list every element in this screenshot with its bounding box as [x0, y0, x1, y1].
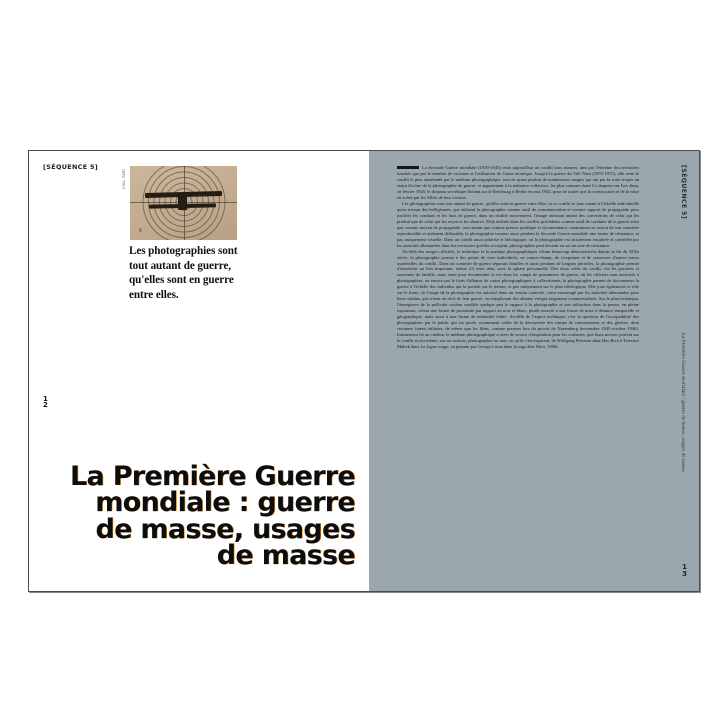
pull-quote: Les photographies sont tout autant de guerre, qu'elles sont en guerre entre elles. [129, 245, 238, 301]
body-paragraph-3: Au-delà des usages officiels, la technique et la pratique photographiques s'étant beaucoup démocratisées depuis la fin du XIXe siècle, la photographie permet à des points de vues individuels, en contre-champ, de s'exprimer et de conserver d'autres traces matérielles du conflit. Dans un contexte de guerre séparant familles et amis pendant de longues périodes, la photographie permet d'entretenir un lien important, même s'il reste ténu, avec la sphère personnelle. Des deux côtés du conflit, via les portraits et souvenirs de famille, mais aussi pour documenter la vie dans les camps de prisonniers de guerre, où les officiers sont autorisés à photographier, ou encore par le biais d'albums de cartes photographiques à collectionner, la photographie permet de documenter la guerre à l'échelle des individus qui la portent sur le terrain, et pas uniquement sur le plan idéologique. Elle joue également ce rôle sur le front, où l'usage de la photographie est autorisé dans un certain contexte, voire encouragé par les autorités allemandes pour leurs soldats, qui créent un récit de leur guerre, en remplissant des albums vierges largement commercialisés. Sur le plan technique, l'émergence de la pellicule couleur modifie quelque peu le rapport à la photographie et son utilisation dans la presse, en pleine expansion, créant une forme de proximité par rapport au noir et blanc, plutôt associé à une forme de mise à distance temporelle et géographique, mais aussi à une forme de neutralité feinte. Au-delà de l'aspect technique, c'est la question de l'acceptabilité des photographies par le public qui est posée, notamment celles de la découverte des camps de concentration et des ghettos, dont certaines furent utilisées, de même que les films, comme preuves lors du procès de Nuremberg (novembre 1945-octobre 1946). Intimement lié au cinéma, le médium photographique a servi de source d'inspiration pour les cinéastes, que leurs œuvres portent sur le conflit en lui-même, sur ses acteurs, photographes ou non, ou qu'ils s'en inspirent, de Wolfgang Petersen dans Das Boot à Terrence Malick dans La Ligne rouge, en passant par George Lucas dans la saga Star Wars, 1890s [397, 248, 639, 350]
folio-left-digit-1: 1 [43, 395, 48, 403]
body-paragraph-2: Les photographies sont tout autant de guerre, qu'elles sont en guerre entre elles, et ce conflit se joue autant à l'échelle individuelle qu'au niveau des belligérants, qui utilisent la photographie comme outil de communication et comme support de propagande pour justifier les combats et les buts de guerre, dans un double mouvement, l'image attestant autant des convictions de celui qui les produit que de celui qui les reçoit et les observe. Déjà utilisée dans les conflits précédents comme outil de conduite de la guerre ainsi que comme moyen de propagande, tout autant que comme preuve juridique et documentaire, notamment en raison de son caractère reproductible et aisément diffusable, la photographie incarne aussi pendant la Seconde Guerre mondiale une forme de résistance, et pas uniquement visuelle. Dans un conflit aussi polarisé et idéologique, où la photographie est strictement encadrée et contrôlée par les autorités allemandes dans les territoires qu'elles occupent, photographier peut devenir en soi un acte de résistance. [397, 200, 639, 248]
body-paragraph-1-text: La Seconde Guerre mondiale (1939-1945) reste aujourd'hui un conflit hors normes, tant par l'étendue des territoires touchés que par le nombre de victimes et l'utilisation de l'arme atomique. Jusqu'à la guerre du Viêt Nam (1955-1975), elle reste le conflit le plus représenté par le médium photographique, tout en ayant produit de nombreuses images qui ont par la suite acquis un statut d'icône de la photographie de guerre, et appartenant à la mémoire collective, les plus connues étant Le drapeau sur Iwo Jima, en février 1945, le drapeau soviétique flottant sur le Reichstag à Berlin en mai 1945, pour ne traiter que la construction et de la mise en scène par les Alliés de leur victoire. [397, 165, 639, 200]
headline-line-1: La Première Guerre [69, 461, 355, 492]
folio-right-digit-2: 3 [682, 569, 687, 578]
folio-left-digit-2: 2 [43, 401, 48, 410]
photo-corner-mark: N [138, 229, 142, 235]
body-text-column [397, 165, 639, 579]
biplane-lower-wing [149, 203, 216, 208]
sequence-label-left: [SÉQUENCE 5] [43, 163, 99, 171]
running-head: La Première Guerre mondiale : guerre de masse, usages de masse [680, 333, 686, 472]
sequence-label-right: [SÉQUENCE 5] [680, 165, 687, 220]
headline-line-4: de masse [216, 540, 355, 572]
headline-line-2: mondiale : guerre [95, 487, 355, 519]
body-paragraph-1 [397, 165, 639, 201]
left-page [29, 151, 369, 591]
biplane-in-gunsight-photograph [130, 166, 237, 240]
headline-line-3: de masse, usages [95, 513, 355, 545]
photo-credit-text: COLL. PART. [122, 168, 126, 189]
page-title [47, 461, 355, 572]
folio-left [43, 396, 48, 409]
photo-margin-strip [121, 166, 130, 240]
folio-right-digit-1: 1 [682, 563, 687, 572]
right-page [369, 151, 699, 591]
photo-block [121, 166, 237, 240]
book-spread [28, 150, 700, 592]
paragraph-lead-rule [397, 166, 419, 169]
folio-right [682, 564, 687, 577]
